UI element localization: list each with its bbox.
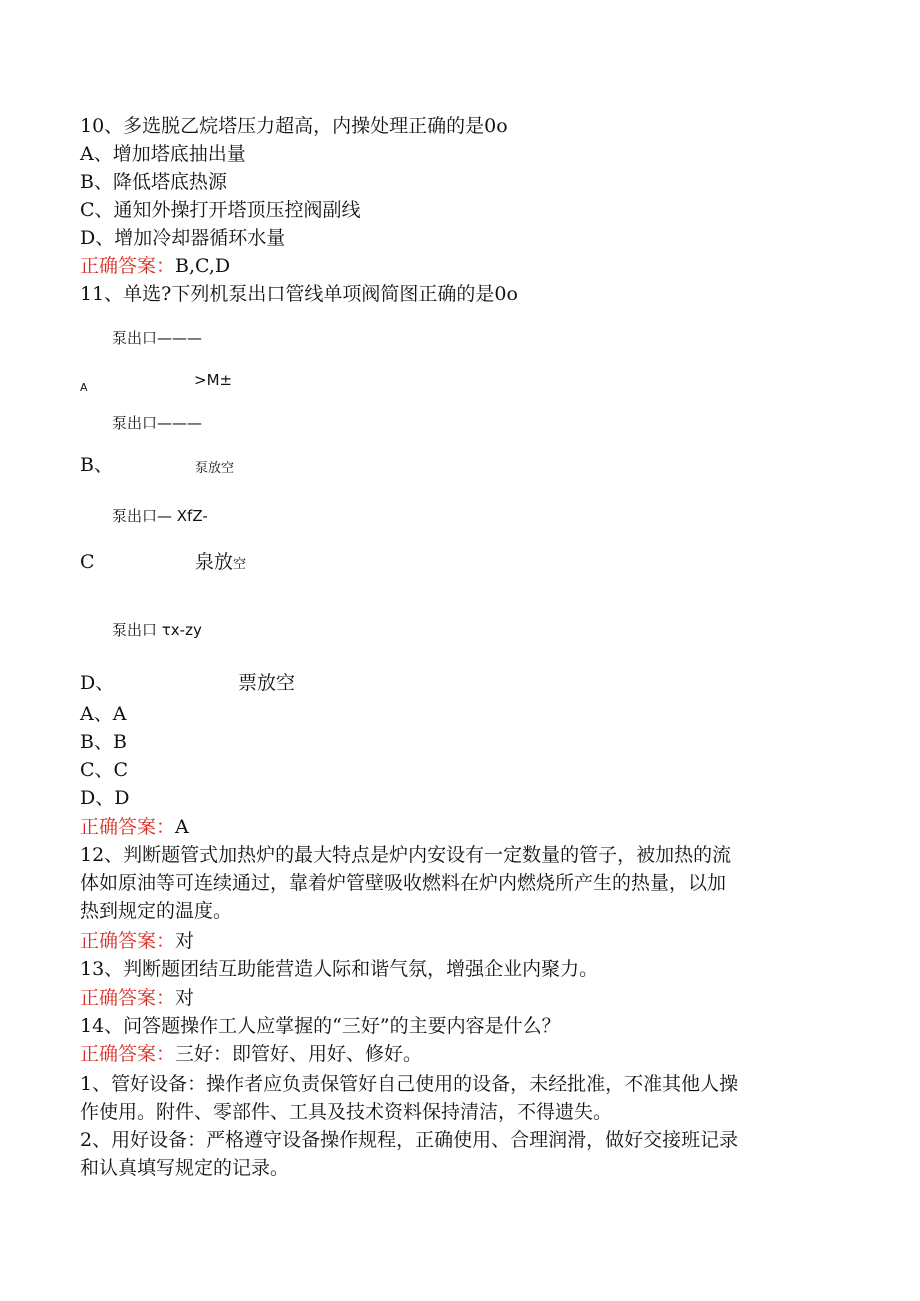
fig-d-vent: 票放空 — [238, 672, 296, 694]
q12-answer — [80, 928, 194, 954]
fig-a-valve-symbol: >M± — [194, 371, 233, 389]
answer-label: 正确答案： — [80, 816, 176, 838]
answer-value: B,C,D — [175, 255, 231, 277]
q11-answer — [80, 814, 189, 840]
q11-option-a: A、A — [80, 703, 127, 725]
answer-value: A — [175, 816, 189, 838]
fig-c-vent — [195, 552, 246, 575]
q14-line-4: 和认真填写规定的记录。 — [80, 1157, 290, 1179]
q11-option-c: C、C — [80, 759, 129, 781]
q13-stem: 13、判断题团结互助能营造人际和谐气氛，增强企业内聚力。 — [80, 958, 599, 980]
fig-a-pump-outlet: 泵出口——— — [112, 329, 203, 347]
q11-option-d: D、D — [80, 787, 130, 809]
fig-c-letter: C — [80, 551, 95, 573]
q14-line-2: 作使用。附件、零部件、工具及技术资料保持清洁，不得遗失。 — [80, 1101, 613, 1123]
fig-b-vent: 泵放空 — [195, 461, 235, 476]
q14-stem: 14、问答题操作工人应掌握的“三好”的主要内容是什么？ — [80, 1015, 561, 1037]
q14-answer — [80, 1041, 422, 1067]
answer-value: 对 — [175, 930, 195, 952]
answer-label: 正确答案： — [80, 930, 176, 952]
fig-c-vent-main: 泉放 — [195, 551, 234, 573]
q12-line-1: 12、判断题管式加热炉的最大特点是炉内安设有一定数量的管子，被加热的流 — [80, 844, 732, 866]
fig-b-pump-outlet: 泵出口——— — [112, 414, 203, 432]
q11-stem: 11、单选?下列机泵出口管线单项阀简图正确的是0o — [80, 283, 518, 305]
q10-option-d: D、增加冷却器循环水量 — [80, 227, 286, 249]
answer-value: 对 — [175, 987, 195, 1009]
fig-c-vent-small: 空 — [233, 557, 247, 572]
q11-option-b: B、B — [80, 731, 127, 753]
q10-option-c: C、通知外操打开塔顶压控阀副线 — [80, 199, 361, 221]
fig-c-pump-outlet: 泵出口— XfZ- — [112, 507, 208, 525]
q13-answer — [80, 985, 194, 1011]
fig-b-letter: B、 — [80, 454, 113, 476]
q14-line-1: 1、管好设备：操作者应负责保管好自己使用的设备，未经批准，不准其他人操 — [80, 1073, 739, 1095]
answer-label: 正确答案： — [80, 987, 176, 1009]
q12-line-3: 热到规定的温度。 — [80, 900, 233, 922]
q10-option-b: B、降低塔底热源 — [80, 171, 227, 193]
answer-label: 正确答案： — [80, 1043, 176, 1065]
fig-d-pump-outlet: 泵出口 τx-zy — [112, 621, 202, 639]
fig-d-letter: D、 — [80, 672, 115, 694]
q14-line-3: 2、用好设备：严格遵守设备操作规程，正确使用、合理润滑，做好交接班记录 — [80, 1129, 739, 1151]
q12-line-2: 体如原油等可连续通过，靠着炉管壁吸收燃料在炉内燃烧所产生的热量，以加 — [80, 872, 727, 894]
fig-a-letter: A — [80, 381, 88, 394]
q10-option-a: A、增加塔底抽出量 — [80, 143, 246, 165]
answer-label: 正确答案： — [80, 255, 176, 277]
q10-answer — [80, 253, 230, 279]
q10-stem: 10、多选脱乙烷塔压力超高，内操处理正确的是0o — [80, 115, 508, 137]
answer-value: 三好：即管好、用好、修好。 — [175, 1043, 423, 1065]
